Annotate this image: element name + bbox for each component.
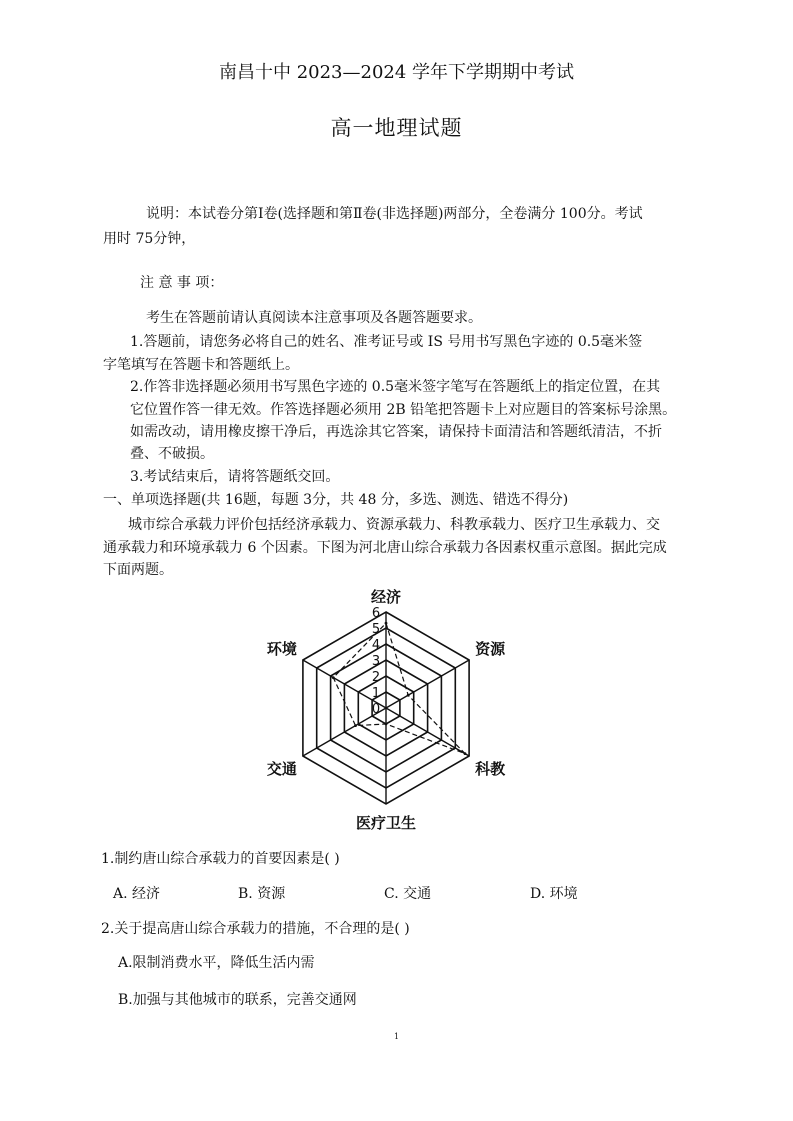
radar-axis-label-1: 资源 bbox=[475, 640, 506, 658]
subject-title: 高一地理试题 bbox=[330, 116, 463, 140]
question-stem-line-3: 下面两题。 bbox=[103, 562, 173, 578]
question-2-option-b: B.加强与其他城市的联系，完善交通网 bbox=[118, 992, 357, 1008]
question-2-stem: 2.关于提高唐山综合承载力的措施，不合理的是( ) bbox=[101, 921, 410, 937]
radar-tick-label-6: 6 bbox=[371, 606, 381, 621]
radar-point-5 bbox=[332, 676, 335, 679]
notice-item-2-line-2: 它位置作答一律无效。作答选择题必须用 2B 铅笔把答题卡上对应题目的答案标号涂黑。 bbox=[130, 402, 677, 418]
radar-chart bbox=[255, 578, 545, 838]
radar-point-4 bbox=[354, 724, 357, 727]
notice-item-1-line-1: 1.答题前，请您务必将自己的姓名、准考证号或 IS 号用书写黑色字迹的 0.5毫米签 bbox=[130, 334, 643, 350]
question-1-option-b: B. 资源 bbox=[238, 886, 286, 902]
radar-axis-label-2: 科教 bbox=[475, 760, 506, 778]
notice-item-1-line-2: 字笔填写在答题卡和答题纸上。 bbox=[103, 357, 299, 373]
notice-item-3: 3.考试结束后，请将答题纸交回。 bbox=[130, 469, 340, 485]
question-2-option-a: A.限制消费水平，降低生活内需 bbox=[118, 955, 315, 971]
question-stem-line-1: 城市综合承载力评价包括经济承载力、资源承载力、科教承载力、医疗卫生承载力、交 bbox=[128, 517, 660, 533]
radar-tick-label-2: 2 bbox=[371, 670, 381, 685]
question-1-stem: 1.制约唐山综合承载力的首要因素是( ) bbox=[101, 851, 340, 867]
radar-point-2 bbox=[464, 752, 467, 755]
page-number: 1 bbox=[393, 1032, 400, 1041]
radar-tick-label-3: 3 bbox=[371, 654, 381, 669]
radar-tick-label-5: 5 bbox=[371, 622, 381, 637]
exam-title: 南昌十中 2023—2024 学年下学期期中考试 bbox=[218, 62, 575, 83]
question-1-option-d: D. 环境 bbox=[530, 886, 578, 902]
radar-axis-label-5: 环境 bbox=[266, 640, 297, 658]
radar-tick-label-1: 1 bbox=[371, 686, 381, 701]
radar-point-1 bbox=[407, 694, 410, 697]
radar-tick-label-0: 0 bbox=[371, 702, 381, 717]
radar-axis-label-3: 医疗卫生 bbox=[355, 814, 417, 832]
notice-lead: 考生在答题前请认真阅读本注意事项及各题答题要求。 bbox=[146, 310, 482, 326]
notice-item-2-line-3: 如需改动，请用橡皮擦干净后，再选涂其它答案，请保持卡面清洁和答题纸清洁，不折 bbox=[130, 424, 662, 440]
notice-heading: 注 意 事 项： bbox=[140, 275, 224, 291]
question-1-option-a: A. 经济 bbox=[113, 886, 161, 902]
radar-point-0 bbox=[385, 622, 388, 625]
description-line-2: 用时 75分钟， bbox=[103, 231, 196, 247]
radar-tick-label-4: 4 bbox=[371, 638, 381, 653]
section-heading: 一、单项选择题(共 16题，每题 3分，共 48 分，多选、测选、错选不得分) bbox=[103, 492, 569, 508]
notice-item-2-line-4: 叠、不破损。 bbox=[130, 446, 214, 462]
question-1-option-c: C. 交通 bbox=[384, 886, 432, 902]
radar-axis-label-0: 经济 bbox=[370, 588, 402, 606]
description-line-1: 说明：本试卷分第Ⅰ卷(选择题和第Ⅱ卷(非选择题)两部分，全卷满分 100分。考试 bbox=[146, 206, 643, 222]
radar-axis-label-4: 交通 bbox=[266, 760, 297, 778]
notice-item-2-line-1: 2.作答非选择题必须用书写黑色字迹的 0.5毫米签字笔写在答题纸上的指定位置，在其 bbox=[130, 379, 661, 395]
radar-point-3 bbox=[385, 723, 388, 726]
question-stem-line-2: 通承载力和环境承载力 6 个因素。下图为河北唐山综合承载力各因素权重示意图。据此完成 bbox=[103, 540, 667, 556]
